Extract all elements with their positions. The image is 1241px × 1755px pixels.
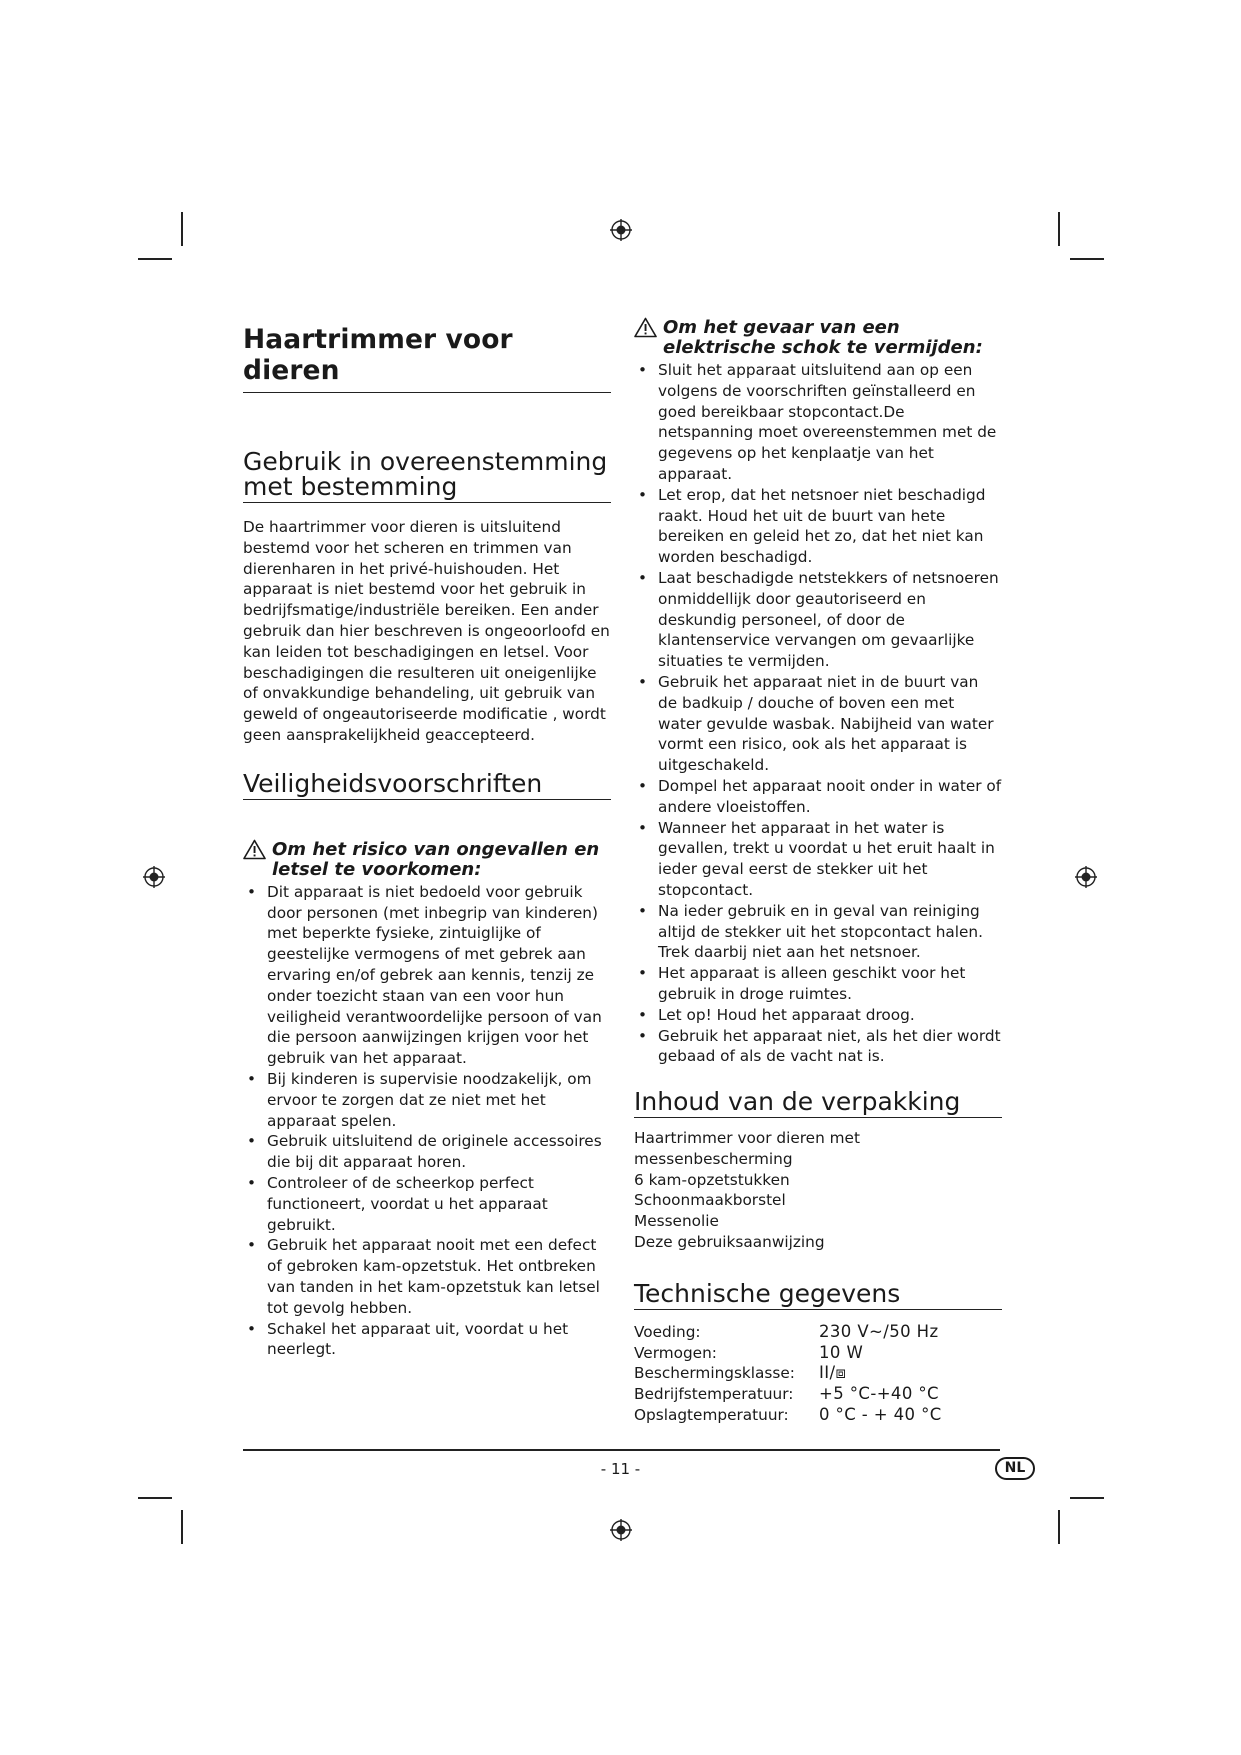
spec-value: +5 °C-+40 °C bbox=[819, 1384, 939, 1404]
list-item: • Gebruik het apparaat niet, als het dier wordt gebaad of als de vacht nat is. bbox=[634, 1026, 1002, 1068]
list-item: • Gebruik het apparaat nooit met een defect of gebroken kam-opzetstuk. Het ontbreken van tanden in het kam-opzetstuk kan letsel tot gevolg hebben. bbox=[243, 1235, 611, 1318]
technical-heading: Technische gegevens bbox=[634, 1281, 1002, 1310]
crop-mark-br-v bbox=[1058, 1510, 1060, 1544]
registration-mark-icon bbox=[610, 219, 632, 241]
spec-value: 10 W bbox=[819, 1342, 864, 1362]
list-item: Deze gebruiksaanwijzing bbox=[634, 1233, 825, 1252]
table-row bbox=[634, 1384, 942, 1405]
spec-value: 0 °C - + 40 °C bbox=[819, 1405, 942, 1425]
crop-mark-tl-h bbox=[138, 258, 172, 260]
list-item: 6 kam-opzetstukken bbox=[634, 1170, 790, 1189]
spec-label: Opslagtemperatuur: bbox=[634, 1406, 789, 1425]
footer-divider bbox=[243, 1449, 1000, 1451]
shock-warning-text: Om het gevaar van een elektrische schok te vermijden: bbox=[663, 317, 983, 358]
intended-use-text: De haartrimmer voor dieren is uitsluitend bestemd voor het scheren en trimmen van dierenharen in het privé-huishouden. Het apparaat is niet bestemd voor het gebruik in bedrijfsmatige/industriële bereiken. Een ander gebruik dan hier beschreven is ongeoorloofd en kan leiden tot beschadigingen en letsel. Voor beschadigingen die resulteren uit oneigenlijke of onvakkundige behandeling, uit gebruik van geweld of ongeautoriseerde modificatie , wordt geen aansprakelijkheid geaccepteerd. bbox=[243, 518, 610, 744]
crop-mark-tr-h bbox=[1070, 258, 1104, 260]
list-item: • Dit apparaat is niet bedoeld voor gebruik door personen (met inbegrip van kinderen) met beperkte fysieke, zintuiglijke of geestelijke vermogens of met gebrek aan ervaring en/of gebrek aan kennis, tenzij ze onder toezicht staan van een voor hun veiligheid verantwoordelijke persoon of van die persoon aanwijzingen krijgen voor het gebruik van het apparaat. bbox=[243, 882, 611, 1069]
crop-mark-bl-h bbox=[138, 1497, 172, 1499]
intended-use-heading: Gebruik in overeenstemming met bestemming bbox=[243, 449, 611, 503]
list-item: Schoonmaakborstel bbox=[634, 1191, 786, 1210]
accident-warning-text: Om het risico van ongevallen en letsel te voorkomen: bbox=[272, 838, 600, 880]
spec-value: II/⧈ bbox=[819, 1363, 847, 1383]
left-column bbox=[243, 316, 611, 1360]
list-item: • Let op! Houd het apparaat droog. bbox=[634, 1005, 1002, 1026]
accident-warning-heading bbox=[243, 840, 611, 880]
spec-label: Beschermingsklasse: bbox=[634, 1364, 795, 1383]
accident-safety-list bbox=[243, 882, 611, 1360]
technical-table bbox=[634, 1322, 942, 1426]
registration-mark-icon bbox=[1075, 866, 1097, 888]
warning-triangle-icon bbox=[243, 839, 266, 860]
table-row bbox=[634, 1343, 942, 1364]
table-row bbox=[634, 1363, 942, 1384]
shock-warning-heading bbox=[634, 318, 1002, 358]
list-item: • Schakel het apparaat uit, voordat u het neerlegt. bbox=[243, 1319, 611, 1361]
list-item: • Laat beschadigde netstekkers of netsnoeren onmiddellijk door geautoriseerd en deskundig personeel, of door de klantenservice vervangen om gevaarlijke situaties te vermijden. bbox=[634, 568, 1002, 672]
contents-heading: Inhoud van de verpakking bbox=[634, 1089, 1002, 1118]
table-row bbox=[634, 1322, 942, 1343]
shock-safety-list bbox=[634, 360, 1002, 1067]
warning-triangle-icon bbox=[634, 317, 657, 338]
crop-mark-tl-v bbox=[181, 212, 183, 246]
registration-mark-icon bbox=[143, 866, 165, 888]
list-item: • Let erop, dat het netsnoer niet beschadigd raakt. Houd het uit de buurt van hete bereiken en geleid het zo, dat het niet kan worden beschadigd. bbox=[634, 485, 1002, 568]
crop-mark-br-h bbox=[1070, 1497, 1104, 1499]
crop-mark-bl-v bbox=[181, 1510, 183, 1544]
spec-label: Voeding: bbox=[634, 1322, 701, 1341]
page-number: - 11 - bbox=[600, 1460, 641, 1478]
spec-label: Vermogen: bbox=[634, 1343, 717, 1362]
spec-value: 230 V~/50 Hz bbox=[819, 1321, 939, 1341]
list-item: • Bij kinderen is supervisie noodzakelijk, om ervoor te zorgen dat ze niet met het apparaat spelen. bbox=[243, 1069, 611, 1131]
list-item: Messenolie bbox=[634, 1212, 719, 1231]
list-item: • Gebruik het apparaat niet in de buurt van de badkuip / douche of boven een met water gevulde wasbak. Nabijheid van water vormt een risico, ook als het apparaat is uitgeschakeld. bbox=[634, 672, 1002, 776]
list-item: • Wanneer het apparaat in het water is gevallen, trekt u voordat u het eruit haalt in ieder geval eerst de stekker uit het stopcontact. bbox=[634, 818, 1002, 901]
spec-label: Bedrijfstemperatuur: bbox=[634, 1385, 794, 1404]
safety-heading: Veiligheidsvoorschriften bbox=[243, 771, 611, 800]
contents-list bbox=[634, 1128, 1002, 1253]
crop-mark-tr-v bbox=[1058, 212, 1060, 246]
list-item: • Gebruik uitsluitend de originele accessoires die bij dit apparaat horen. bbox=[243, 1131, 611, 1173]
table-row bbox=[634, 1405, 942, 1426]
list-item: • Controleer of de scheerkop perfect functioneert, voordat u het apparaat gebruikt. bbox=[243, 1173, 611, 1235]
right-column bbox=[634, 318, 1002, 1426]
list-item: • Dompel het apparaat nooit onder in water of andere vloeistoffen. bbox=[634, 776, 1002, 818]
language-badge: NL bbox=[995, 1457, 1035, 1480]
list-item: • Na ieder gebruik en in geval van reiniging altijd de stekker uit het stopcontact halen. Trek daarbij niet aan het netsnoer. bbox=[634, 901, 1002, 963]
list-item: Haartrimmer voor dieren met messenbescherming bbox=[634, 1129, 860, 1168]
list-item: • Sluit het apparaat uitsluitend aan op een volgens de voorschriften geïnstalleerd en goed bereikbaar stopcontact.De netspanning moet overeenstemmen met de gegevens op het kenplaatje van het apparaat. bbox=[634, 360, 1002, 485]
page-title: Haartrimmer voor dieren bbox=[243, 324, 611, 393]
list-item: • Het apparaat is alleen geschikt voor het gebruik in droge ruimtes. bbox=[634, 963, 1002, 1005]
registration-mark-icon bbox=[610, 1519, 632, 1541]
